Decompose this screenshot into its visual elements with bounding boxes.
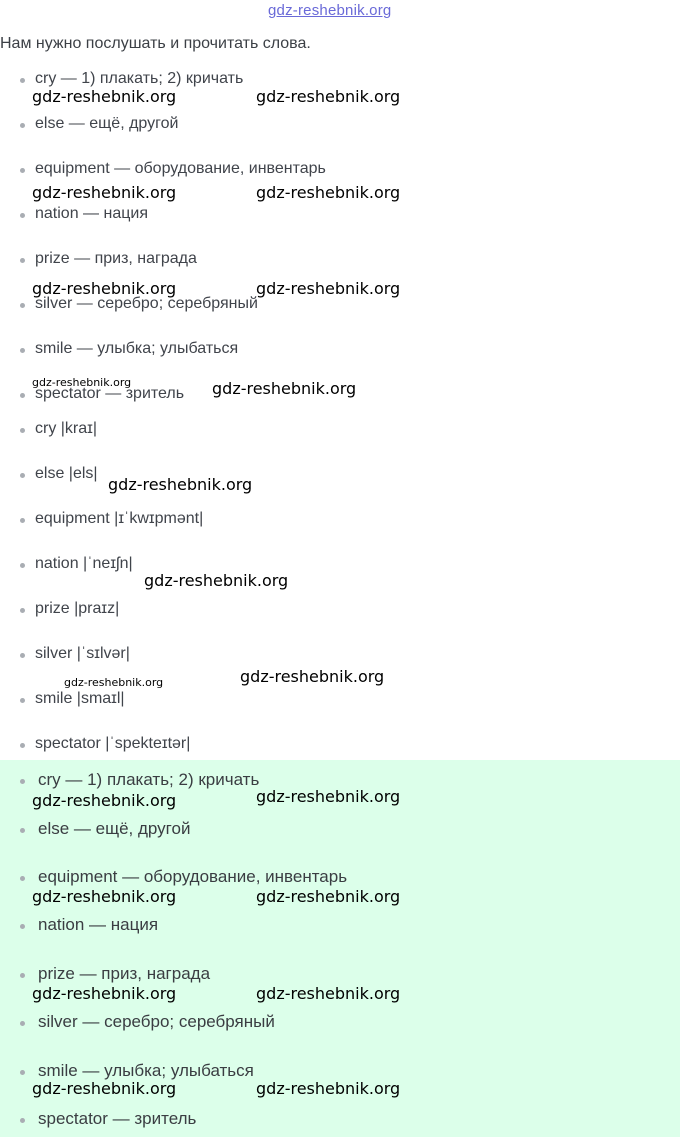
bullet xyxy=(20,168,25,173)
top-watermark-link[interactable]: gdz-reshebnik.org xyxy=(268,2,392,19)
list-item-text: spectator |ˈspekteɪtər| xyxy=(35,735,191,752)
watermark: gdz-reshebnik.org xyxy=(256,279,401,298)
bullet xyxy=(20,653,25,658)
watermark: gdz-reshebnik.org xyxy=(32,376,132,389)
list-item-text: smile — улыбка; улыбаться xyxy=(35,340,239,357)
list-item-text: cry |kraɪ| xyxy=(35,420,98,437)
list-item-text: spectator — зритель xyxy=(35,385,185,402)
list-item-text: prize — приз, награда xyxy=(35,250,197,267)
bullet xyxy=(20,1070,25,1075)
bullet xyxy=(20,78,25,83)
list-item-text: nation |ˈneɪʃn| xyxy=(35,555,133,572)
bullet xyxy=(20,876,25,881)
bullet xyxy=(20,1118,25,1123)
bullet xyxy=(20,743,25,748)
answer-item-text: equipment — оборудование, инвентарь xyxy=(38,867,348,886)
watermark: gdz-reshebnik.org xyxy=(256,1079,401,1098)
bullet xyxy=(20,258,25,263)
watermark: gdz-reshebnik.org xyxy=(256,87,401,106)
list-item-text: silver |ˈsɪlvər| xyxy=(35,645,130,662)
watermark: gdz-reshebnik.org xyxy=(32,183,177,202)
bullet xyxy=(20,348,25,353)
bullet xyxy=(20,303,25,308)
bullet xyxy=(20,393,25,398)
watermark: gdz-reshebnik.org xyxy=(108,475,253,494)
answer-item-text: spectator — зритель xyxy=(38,1109,197,1128)
watermark: gdz-reshebnik.org xyxy=(256,887,401,906)
watermark: gdz-reshebnik.org xyxy=(32,984,177,1003)
bullet xyxy=(20,563,25,568)
list-item-text: cry — 1) плакать; 2) кричать xyxy=(35,70,244,87)
list-item-text: silver — серебро; серебряный xyxy=(35,295,258,312)
watermark: gdz-reshebnik.org xyxy=(212,379,357,398)
list-item-text: equipment |ɪˈkwɪpmənt| xyxy=(35,510,204,527)
list-item-text: smile |smaɪl| xyxy=(35,690,125,707)
watermark: gdz-reshebnik.org xyxy=(32,887,177,906)
watermark: gdz-reshebnik.org xyxy=(64,676,164,689)
list-item-text: nation — нация xyxy=(35,205,148,222)
bullet xyxy=(20,828,25,833)
bullet xyxy=(20,428,25,433)
answer-item-text: nation — нация xyxy=(38,915,159,934)
watermark: gdz-reshebnik.org xyxy=(32,1079,177,1098)
bullet xyxy=(20,973,25,978)
watermark: gdz-reshebnik.org xyxy=(256,183,401,202)
answer-item-text: smile — улыбка; улыбаться xyxy=(38,1061,254,1080)
bullet xyxy=(20,698,25,703)
bullet xyxy=(20,123,25,128)
watermark: gdz-reshebnik.org xyxy=(144,571,289,590)
watermark: gdz-reshebnik.org xyxy=(32,279,177,298)
watermark: gdz-reshebnik.org xyxy=(32,791,177,810)
watermark: gdz-reshebnik.org xyxy=(256,984,401,1003)
bullet xyxy=(20,779,25,784)
list-item-text: prize |praɪz| xyxy=(35,600,120,617)
intro-text: Нам нужно послушать и прочитать слова. xyxy=(0,35,311,52)
watermark: gdz-reshebnik.org xyxy=(32,87,177,106)
bullet xyxy=(20,1021,25,1026)
watermark: gdz-reshebnik.org xyxy=(240,667,385,686)
bullet xyxy=(20,518,25,523)
answer-item-text: silver — серебро; серебряный xyxy=(38,1012,275,1031)
answer-item-text: cry — 1) плакать; 2) кричать xyxy=(38,770,260,789)
bullet xyxy=(20,608,25,613)
list-item-text: else |els| xyxy=(35,465,98,482)
bullet xyxy=(20,924,25,929)
answer-item-text: else — ещё, другой xyxy=(38,819,191,838)
bullet xyxy=(20,213,25,218)
list-item-text: equipment — оборудование, инвентарь xyxy=(35,160,326,177)
watermark: gdz-reshebnik.org xyxy=(256,787,401,806)
list-item-text: else — ещё, другой xyxy=(35,115,179,132)
answer-item-text: prize — приз, награда xyxy=(38,964,211,983)
bullet xyxy=(20,473,25,478)
